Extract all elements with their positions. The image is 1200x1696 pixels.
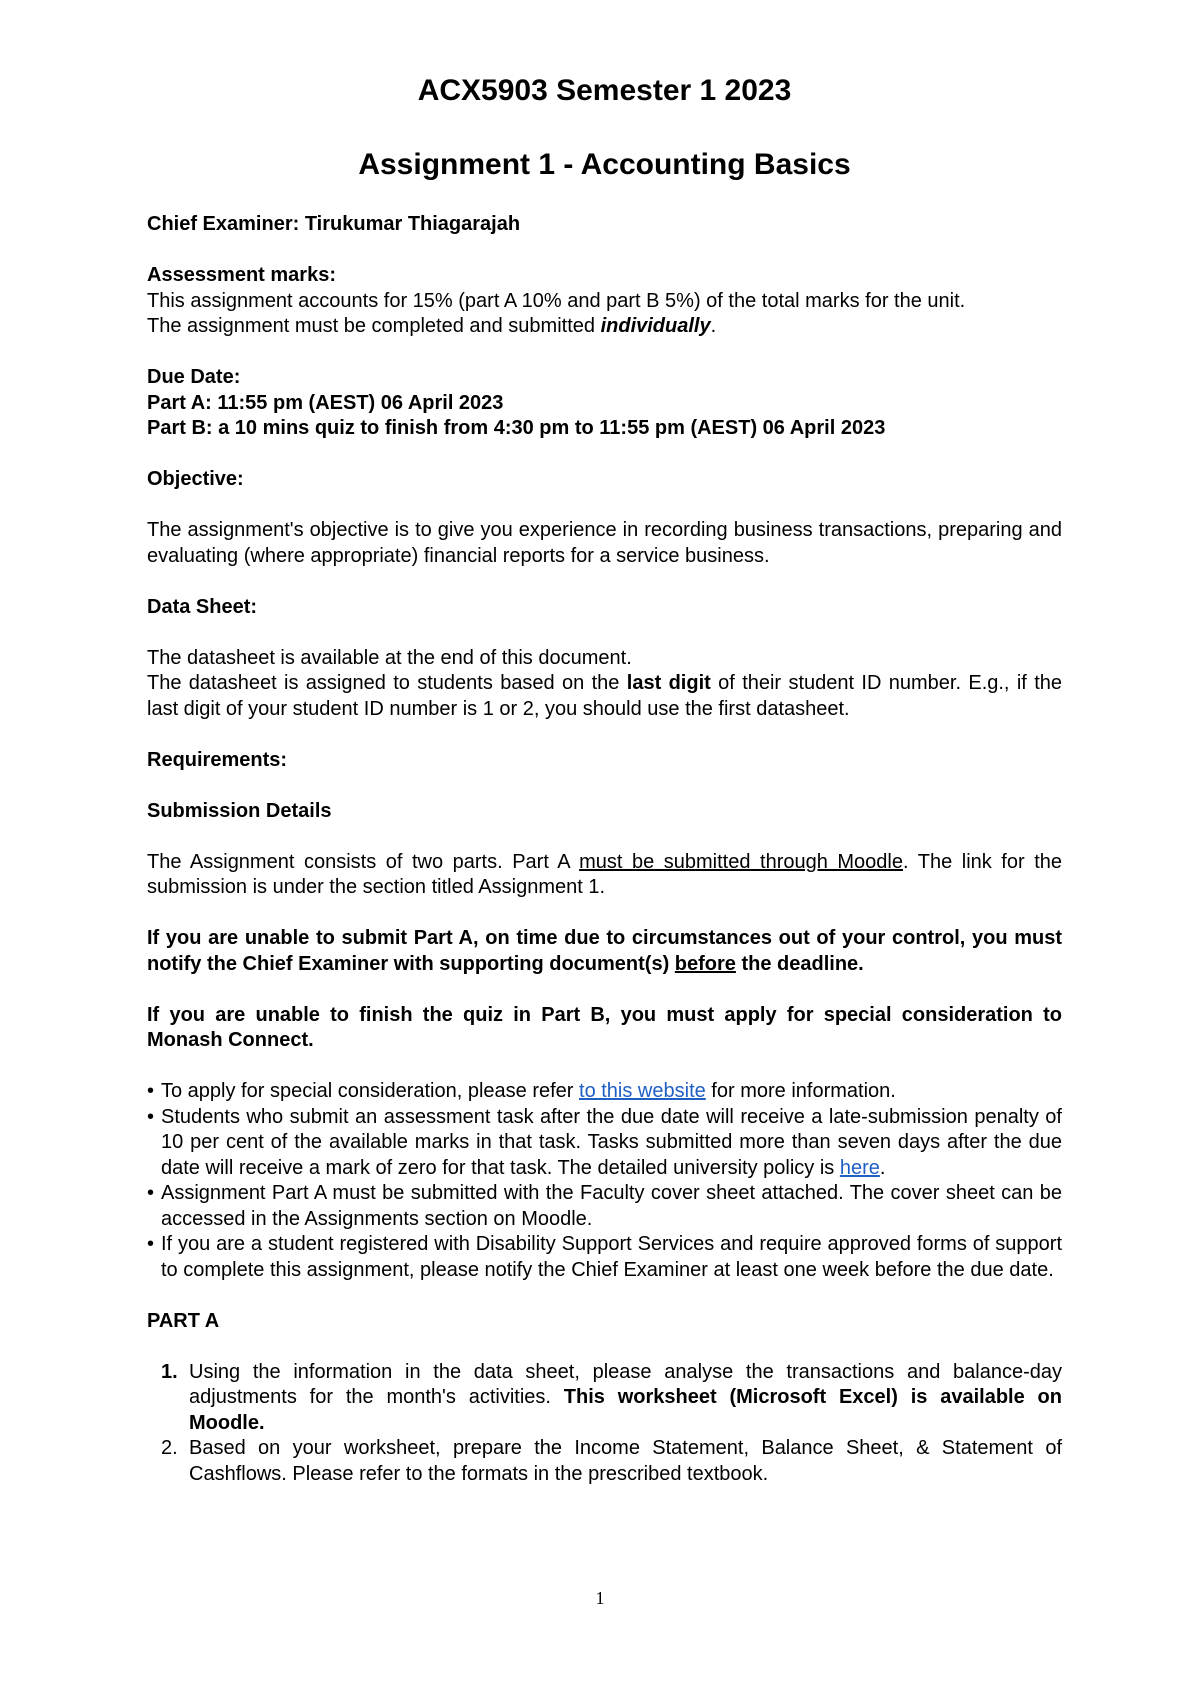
bullet-icon: • xyxy=(147,1233,155,1255)
submission-details-heading: Submission Details xyxy=(147,799,332,822)
list-item: • Students who submit an assessment task after the due date will receive a late-submission penalty of 10 per cent of the available marks in that task. Tasks submitted more than seven days after the due date will receive a mark of zero for that task. The detailed university policy is here. xyxy=(147,1105,1062,1179)
objective-text: The assignment's objective is to give you experience in recording business transactions, preparing and evaluating (where appropriate) financial reports for a service business. xyxy=(147,519,1062,567)
datasheet-line-1: The datasheet is available at the end of this document. xyxy=(147,646,632,669)
chief-examiner: Chief Examiner: Tirukumar Thiagarajah xyxy=(147,213,521,235)
datasheet-heading: Data Sheet: xyxy=(147,595,258,618)
list-item: • If you are a student registered with Disability Support Services and require approved forms of support to complete this assignment, please notify the Chief Examiner at least one week before the due date. xyxy=(147,1233,1062,1281)
objective-heading: Objective: xyxy=(147,468,244,490)
page-number: 1 xyxy=(595,1588,605,1608)
list-item: • Assignment Part A must be submitted with the Faculty cover sheet attached. The cover sheet can be accessed in the Assignments section on Moodle. xyxy=(147,1182,1062,1230)
course-title: ACX5903 Semester 1 2023 xyxy=(417,74,792,107)
moodle-submission-link[interactable]: must be submitted through Moodle xyxy=(579,850,903,873)
list-item: 2. Based on your worksheet, prepare the Income Statement, Balance Sheet, & Statement of Cashflows. Please refer to the formats in the prescribed textbook. xyxy=(161,1437,1062,1485)
assessment-heading: Assessment marks: xyxy=(147,264,336,286)
datasheet-line-2: The datasheet is assigned to students based on the last digit of their student ID number. E.g., if the last digit of your student ID number is 1 or 2, you should use the first datasheet. xyxy=(147,672,1062,720)
assessment-line-1: This assignment accounts for 15% (part A 10% and part B 5%) of the total marks for the unit. xyxy=(147,289,966,312)
assessment-line-2: The assignment must be completed and submitted individually. xyxy=(147,315,717,337)
part-a-heading: PART A xyxy=(147,1309,220,1332)
policy-bullet-list xyxy=(147,1079,1062,1283)
bullet-icon: • xyxy=(147,1105,155,1128)
part-b-warning: If you are unable to finish the quiz in Part B, you must apply for special consideration to Monash Connect. xyxy=(147,1003,1062,1051)
document-body xyxy=(147,72,1062,1487)
policy-here-link[interactable]: here xyxy=(839,1156,880,1179)
list-item: • To apply for special consideration, please refer to this website for more information. xyxy=(147,1079,1062,1105)
special-consideration-link[interactable]: to this website xyxy=(579,1080,706,1102)
bullet-icon: • xyxy=(147,1080,155,1102)
assignment-title: Assignment 1 - Accounting Basics xyxy=(358,148,851,181)
part-a-warning: If you are unable to submit Part A, on time due to circumstances out of your control, you must notify the Chief Examiner with supporting document(s) before the deadline. xyxy=(147,927,1062,975)
due-part-b: Part B: a 10 mins quiz to finish from 4:30 pm to 11:55 pm (AEST) 06 April 2023 xyxy=(147,417,886,439)
due-part-a: Part A: 11:55 pm (AEST) 06 April 2023 xyxy=(147,391,504,414)
part-a-list xyxy=(147,1360,1062,1488)
submission-text: The Assignment consists of two parts. Part A must be submitted through Moodle. The link for the submission is under the section titled Assignment 1. xyxy=(147,850,1062,898)
individually-emphasis: individually xyxy=(600,315,711,337)
requirements-heading: Requirements: xyxy=(147,748,288,771)
list-item: 1. Using the information in the data sheet, please analyse the transactions and balance-day adjustments for the month's activities. This worksheet (Microsoft Excel) is available on Moodle. xyxy=(161,1360,1062,1434)
due-date-heading: Due Date: xyxy=(147,366,241,388)
bullet-icon: • xyxy=(147,1182,155,1204)
